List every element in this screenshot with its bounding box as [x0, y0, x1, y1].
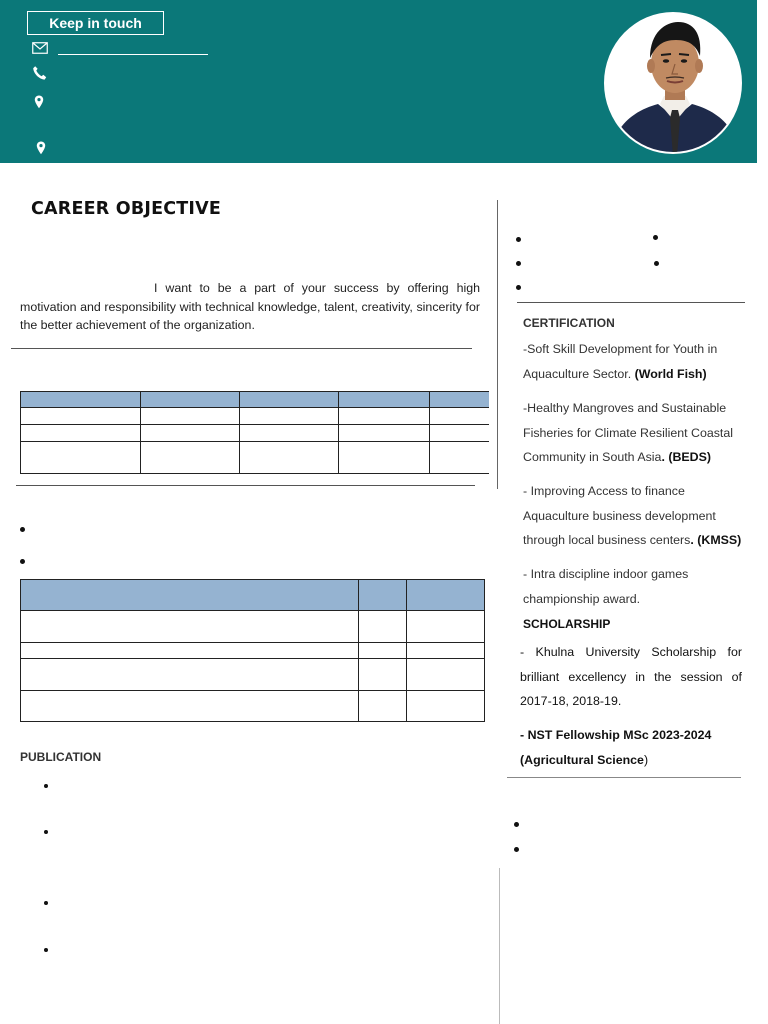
phone-icon	[32, 65, 48, 81]
list-bullet	[44, 948, 48, 952]
career-objective-heading: CAREER OBJECTIVE	[31, 199, 222, 219]
certification-item: -Soft Skill Development for Youth in Aquaculture Sector. (World Fish)	[523, 342, 718, 381]
certification-item: -Healthy Mangroves and Sustainable Fisheries for Climate Resilient Coastal Community in South Asia. (BEDS)	[523, 401, 734, 464]
publication-heading: PUBLICATION	[20, 750, 102, 764]
scholarship-item: - Khulna University Scholarship for brilliant excellency in the session of 2017-18, 2018-19.	[520, 645, 742, 708]
divider	[16, 485, 475, 486]
keep-in-touch-label: Keep in touch	[27, 11, 164, 35]
column-divider	[499, 868, 500, 1024]
email-value-underline	[58, 54, 208, 55]
list-bullet	[654, 261, 659, 266]
list-bullet	[44, 830, 48, 834]
list-bullet	[20, 559, 25, 564]
profile-photo	[604, 12, 742, 154]
envelope-icon	[32, 42, 48, 54]
certification-item: - Improving Access to finance Aquaculture business development through local business centers. (KMSS)	[523, 484, 742, 547]
education-table	[20, 391, 489, 474]
list-bullet	[653, 235, 658, 240]
list-bullet	[44, 901, 48, 905]
list-bullet	[514, 822, 519, 827]
divider	[507, 777, 741, 778]
certification-item: - Intra discipline indoor games championship award.	[523, 567, 689, 606]
column-divider	[497, 200, 498, 489]
list-bullet	[514, 847, 519, 852]
divider	[517, 302, 745, 303]
certification-heading: CERTIFICATION	[523, 316, 615, 330]
list-bullet	[516, 285, 521, 290]
list-bullet	[516, 261, 521, 266]
divider	[11, 348, 472, 349]
experience-table	[20, 579, 485, 722]
scholarship-heading: SCHOLARSHIP	[523, 617, 611, 631]
location-pin-icon	[34, 95, 44, 109]
list-bullet	[20, 527, 25, 532]
career-objective-text: I want to be a part of your success by offering high motivation and responsibility with technical knowledge, talent, creativity, sincerity for the better achievement of the organization.	[20, 281, 480, 332]
scholarship-item: - NST Fellowship MSc 2023-2024 (Agricultural Science)	[520, 728, 712, 767]
location-pin-icon	[36, 141, 46, 155]
list-bullet	[44, 784, 48, 788]
list-bullet	[516, 237, 521, 242]
